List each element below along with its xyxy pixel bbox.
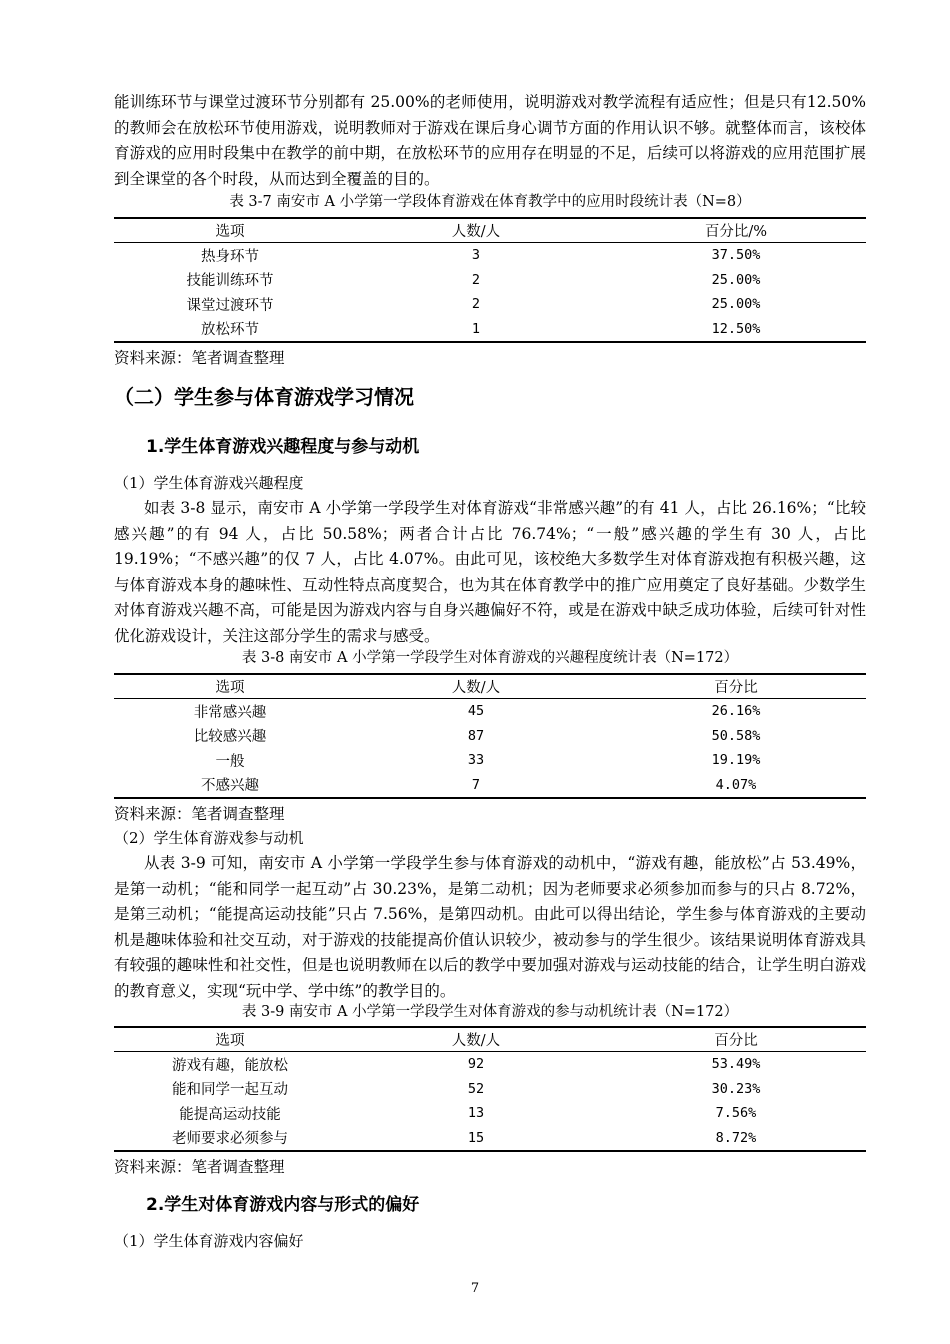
table-cell: 课堂过渡环节 xyxy=(186,297,274,314)
table-cell: 33 xyxy=(467,752,485,769)
column-header: 百分比/% xyxy=(606,218,866,243)
table-source-note: 资料来源：笔者调查整理 xyxy=(114,349,285,367)
table-cell: 技能训练环节 xyxy=(186,273,274,290)
subsection-heading: 1.学生体育游戏兴趣程度与参与动机 xyxy=(146,437,420,457)
table-cell: 25.00% xyxy=(711,296,761,313)
table-cell: 游戏有趣，能放松 xyxy=(172,1057,288,1074)
table-3-7 xyxy=(114,217,866,343)
table-cell: 不感兴趣 xyxy=(114,773,346,799)
table-cell: 52 xyxy=(467,1080,485,1097)
table-row xyxy=(114,699,866,724)
column-header: 百分比 xyxy=(606,674,866,699)
column-header: 人数/人 xyxy=(346,674,606,699)
table-3-9-caption: 表 3-9 南安市 A 小学第一学段学生对体育游戏的参与动机统计表（N=172） xyxy=(241,1004,739,1020)
table-cell: 26.16% xyxy=(711,703,761,720)
table-row xyxy=(114,292,866,317)
table-row xyxy=(114,317,866,343)
column-header: 人数/人 xyxy=(346,218,606,243)
table-3-8-caption: 表 3-8 南安市 A 小学第一学段学生对体育游戏的兴趣程度统计表（N=172） xyxy=(241,650,739,666)
table-source-note: 资料来源：笔者调查整理 xyxy=(114,1158,285,1176)
table-row xyxy=(114,724,866,749)
table-cell: 非常感兴趣 xyxy=(193,704,267,721)
column-header: 选项 xyxy=(114,218,346,243)
table-cell: 2 xyxy=(471,296,481,313)
table-cell: 87 xyxy=(467,727,485,744)
table-cell: 12.50% xyxy=(606,317,866,343)
table-cell: 能提高运动技能 xyxy=(179,1106,281,1123)
table-row xyxy=(114,268,866,293)
table-cell: 50.58% xyxy=(711,727,761,744)
column-header: 选项 xyxy=(114,1027,346,1052)
table-cell: 热身环节 xyxy=(201,248,259,265)
column-header: 选项 xyxy=(114,674,346,699)
table-cell: 15 xyxy=(346,1126,606,1152)
table-cell: 7 xyxy=(346,773,606,799)
item-heading: （1）学生体育游戏兴趣程度 xyxy=(114,474,304,492)
table-cell: 53.49% xyxy=(711,1056,761,1073)
table-header-row xyxy=(114,218,866,243)
page-number: 7 xyxy=(470,1281,480,1296)
table-cell: 1 xyxy=(346,317,606,343)
table-cell: 放松环节 xyxy=(114,317,346,343)
table-cell: 老师要求必须参与 xyxy=(114,1126,346,1152)
table-cell: 3 xyxy=(471,247,481,264)
item-heading: （2）学生体育游戏参与动机 xyxy=(114,829,304,847)
motive-paragraph: 从表 3-9 可知，南安市 A 小学第一学段学生参与体育游戏的动机中，“游戏有趣，能放松”占 53.49%，是第一动机；“能和同学一起互动”占 30.23%，是第二动机；因为老师要求必须参加而参与的只占 8.72%，是第三动机；“能提高运动技能”只占 7.56%，是第四动机。由此可以得出结论，学生参与体育游戏的主要动机是趣味体验和社交互动，对于游戏的技能提高价值认识较少，被动参与的学生很少。该结果说明体育游戏具有较强的趣味性和社交性，但是也说明教师在以后的教学中要加强对游戏与运动技能的结合，让学生明白游戏的教育意义，实现“玩中学、学中练”的教学目的。 xyxy=(114,854,866,1000)
table-row xyxy=(114,773,866,799)
subsection-heading: 2.学生对体育游戏内容与形式的偏好 xyxy=(146,1195,420,1215)
table-row xyxy=(114,1077,866,1102)
table-cell: 13 xyxy=(467,1105,485,1122)
table-cell: 2 xyxy=(471,271,481,288)
column-header: 百分比 xyxy=(606,1027,866,1052)
interest-paragraph: 如表 3-8 显示，南安市 A 小学第一学段学生对体育游戏“非常感兴趣”的有 41 人，占比 26.16%；“比较感兴趣”的有 94 人，占比 50.58%；两者合计占比 76.74%；“一般”感兴趣的学生有 30 人，占比 19.19%；“不感兴趣”的仅 7 人，占比 4.07%。由此可见，该校绝大多数学生对体育游戏抱有积极兴趣，这与体育游戏本身的趣味性、互动性特点高度契合，也为其在体育教学中的推广应用奠定了良好基础。少数学生对体育游戏兴趣不高，可能是因为游戏内容与自身兴趣偏好不符，或是在游戏中缺乏成功体验，后续可针对性优化游戏设计，关注这部分学生的需求与感受。 xyxy=(114,499,866,645)
table-cell: 30.23% xyxy=(711,1080,761,1097)
table-3-8 xyxy=(114,673,866,799)
table-3-9 xyxy=(114,1026,866,1152)
table-header-row xyxy=(114,1027,866,1052)
table-row xyxy=(114,243,866,268)
table-row xyxy=(114,1101,866,1126)
table-cell: 比较感兴趣 xyxy=(193,729,267,746)
table-cell: 7.56% xyxy=(715,1105,757,1122)
table-header-row xyxy=(114,674,866,699)
item-heading: （1）学生体育游戏内容偏好 xyxy=(114,1232,304,1250)
table-cell: 4.07% xyxy=(606,773,866,799)
table-row xyxy=(114,1126,866,1152)
table-row xyxy=(114,748,866,773)
table-cell: 37.50% xyxy=(711,247,761,264)
table-cell: 能和同学一起互动 xyxy=(172,1082,288,1099)
table-cell: 19.19% xyxy=(711,752,761,769)
table-cell: 92 xyxy=(467,1056,485,1073)
table-cell: 8.72% xyxy=(606,1126,866,1152)
intro-paragraph: 能训练环节与课堂过渡环节分别都有 25.00%的老师使用，说明游戏对教学流程有适应性；但是只有12.50%的教师会在放松环节使用游戏，说明教师对于游戏在课后身心调节方面的作用认识不够。就整体而言，该校体育游戏的应用时段集中在教学的前中期，在放松环节的应用存在明显的不足，后续可以将游戏的应用范围扩展到全课堂的各个时段，从而达到全覆盖的目的。 xyxy=(114,93,866,188)
table-cell: 一般 xyxy=(215,753,245,770)
section-heading: （二）学生参与体育游戏学习情况 xyxy=(114,385,414,409)
table-cell: 45 xyxy=(467,703,485,720)
table-row xyxy=(114,1052,866,1077)
column-header: 人数/人 xyxy=(346,1027,606,1052)
table-3-7-caption: 表 3-7 南安市 A 小学第一学段体育游戏在体育教学中的应用时段统计表（N=8） xyxy=(229,194,751,210)
table-source-note: 资料来源：笔者调查整理 xyxy=(114,805,285,823)
table-cell: 25.00% xyxy=(711,271,761,288)
